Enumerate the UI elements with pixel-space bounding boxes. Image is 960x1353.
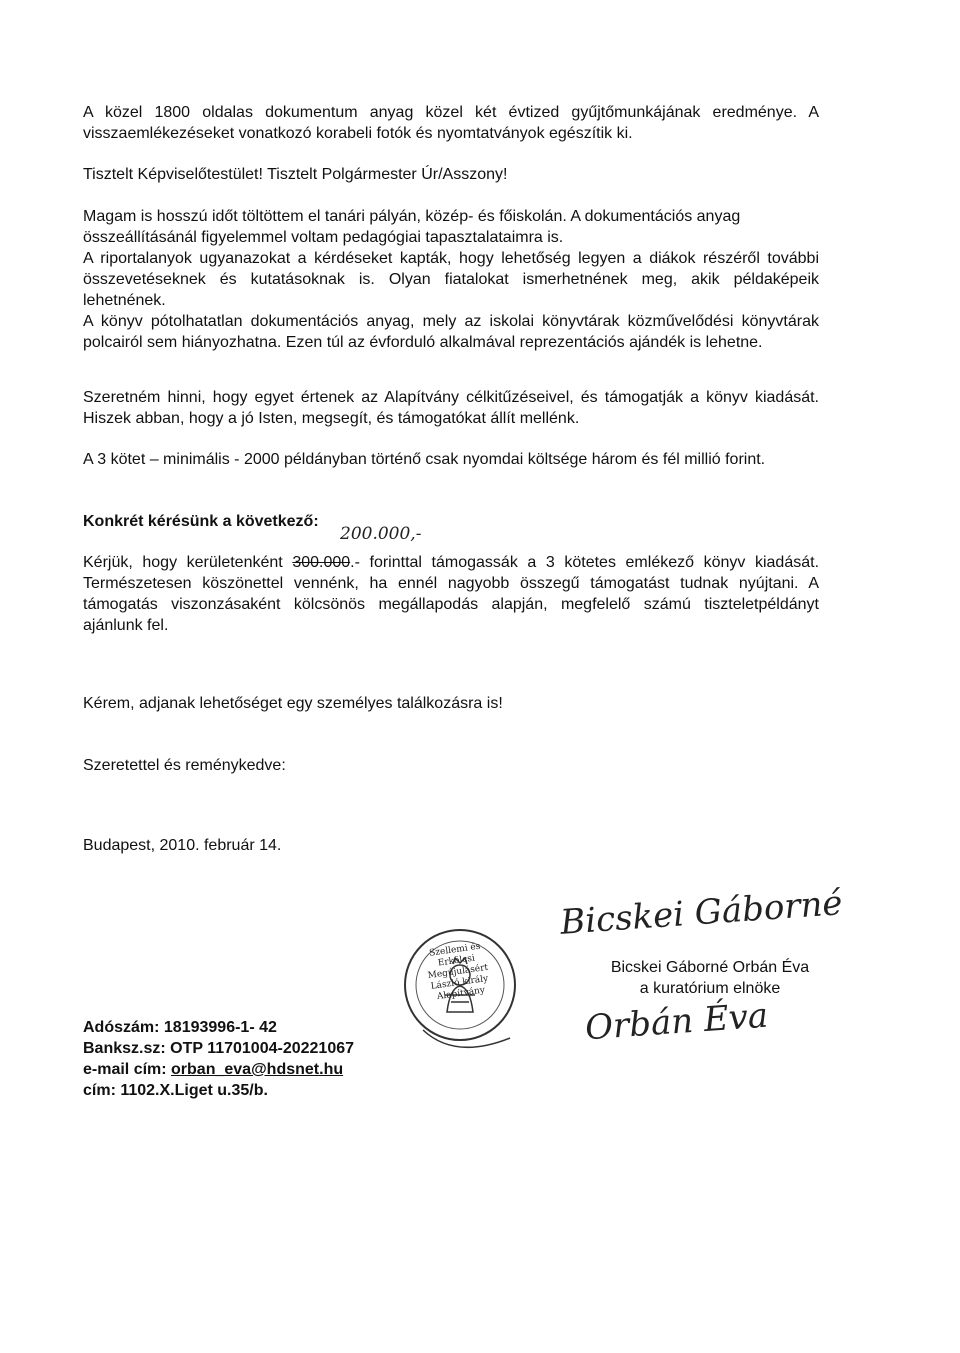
bank-account: Banksz.sz: OTP 11701004-20221067 [83, 1040, 355, 1057]
paragraph-meeting: Kérem, adjanak lehetőséget egy személyes találkozásra is! [83, 695, 503, 712]
seal-text: Szellemi és Erkölcsi Megújulásért László király Alapítvány [427, 941, 489, 1003]
paragraph-interviewees: A riportalanyok ugyanazokat a kérdéseket kapták, hogy lehetőség legyen a diákok részéről további összevetéseknek és kutatásoknak is. Olyan fiatalokat ismerhetnének meg, akik példaképeik lehetnének. [83, 250, 819, 309]
salutation: Tisztelt Képviselőtestület! Tisztelt Polgármester Úr/Asszony! [83, 166, 508, 183]
paragraph-intro: A közel 1800 oldalas dokumentum anyag közel két évtized gyűjtőmunkájának eredménye. A visszaemlékezéseket vonatkozó korabeli fotók és nyomtatványok egészítik ki. [83, 104, 819, 142]
email-label: e-mail cím: [83, 1061, 172, 1078]
paragraph-book-value: A könyv pótolhatatlan dokumentációs anyag, mely az iskolai könyvtárak közművelődési könyvtárak polcairól sem hiányozhatna. Ezen túl az évforduló alkalmával reprezentációs ajándék is lehetne. [83, 313, 819, 351]
contact-block [83, 1017, 354, 1101]
email-address[interactable]: orban_eva@hdsnet.hu [171, 1061, 344, 1078]
tax-id: Adószám: 18193996-1- 42 [83, 1019, 277, 1036]
request-text-rest: .- forinttal támogassák a 3 kötetes emlékező könyv kiadását. Természetesen köszönettel vennénk, ha ennél nagyobb összegű támogatást tudnak nyújtani. A támogatás viszonzásaként kölcsönös megállapodás alapján, megfelelő számú tiszteletpéldányt ajánlunk fel. [83, 554, 820, 634]
postal-address: cím: 1102.X.Liget u.35/b. [83, 1082, 268, 1099]
paragraph-teacher: Magam is hosszú időt töltöttem el tanári pályán, közép- és főiskolán. A dokumentációs anyag összeállításánál figyelemmel voltam pedagógiai tapasztalataimra is. [83, 208, 741, 246]
date-place: Budapest, 2010. február 14. [83, 837, 282, 854]
paragraph-hope: Szeretném hinni, hogy egyet értenek az Alapítvány célkitűzéseivel, és támogatják a könyv kiadását. Hiszek abban, hogy a jó Isten, megsegít, és támogatókat állít mellénk. [83, 389, 819, 427]
signature-handwriting: Bicskei Gáborné [558, 883, 844, 943]
signatory-name: Bicskei Gáborné Orbán Éva [610, 959, 810, 976]
request-text-start: Kérjük, hogy kerületenként [83, 554, 293, 571]
email-line [83, 1059, 354, 1080]
signatory-role: a kuratórium elnöke [639, 980, 781, 997]
handwritten-amount: 200.000,- [340, 524, 422, 544]
paragraph-cost: A 3 kötet – minimális - 2000 példányban történő csak nyomdai költsége három és fél millió forint. [83, 451, 766, 468]
signatory-block [595, 957, 825, 999]
closing: Szeretettel és reménykedve: [83, 757, 286, 774]
signature-initials: Orbán Éva [583, 995, 770, 1049]
paragraph-request [83, 552, 819, 636]
request-heading: Konkrét kérésünk a következő: [83, 513, 319, 530]
struck-amount: 300.000 [292, 554, 351, 571]
